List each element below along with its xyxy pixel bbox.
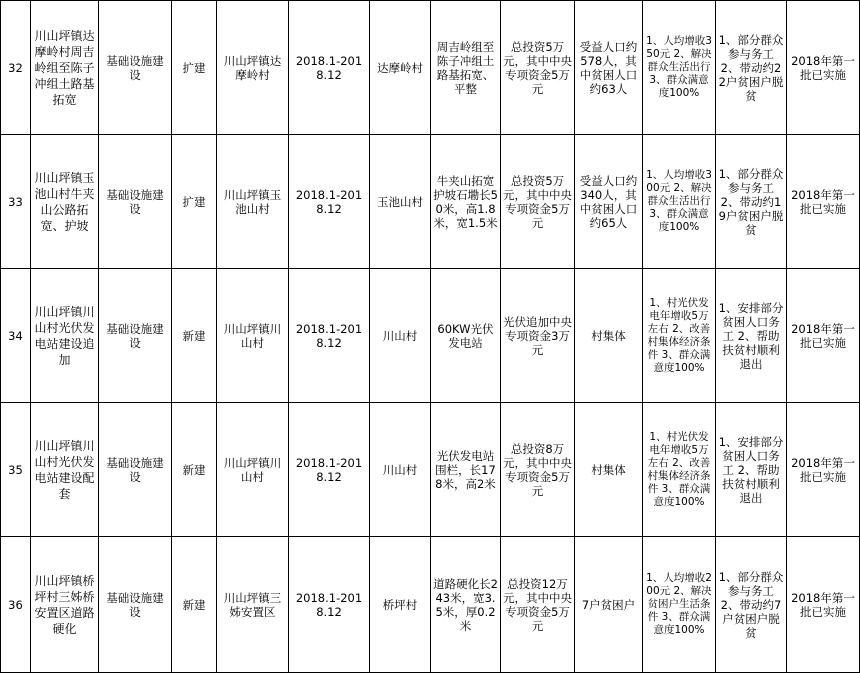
cell-no: 36 [1, 537, 31, 673]
cell-period: 2018.1-2018.12 [289, 1, 370, 135]
cell-location: 川山坪镇玉池山村 [217, 135, 289, 269]
cell-funds: 总投资12万元，其中中央专项资金5万元 [501, 537, 575, 673]
cell-project-type: 基础设施建设 [99, 403, 172, 537]
cell-goals: 1、人均增收300元 2、解决群众生活出行 3、群众满意度100% [643, 135, 716, 269]
table-row [1, 135, 860, 269]
cell-funds: 总投资8万元，其中中央专项资金5万元 [501, 403, 575, 537]
cell-status: 2018年第一批已实施 [787, 1, 860, 135]
cell-funds: 总投资5万元，其中中央专项资金5万元 [501, 135, 575, 269]
cell-project-name: 川山坪镇玉池山村牛夹山公路拓宽、护坡 [31, 135, 99, 269]
table-row [1, 403, 860, 537]
cell-location: 川山坪镇川山村 [217, 403, 289, 537]
cell-status: 2018年第一批已实施 [787, 403, 860, 537]
table-row [1, 537, 860, 673]
cell-period: 2018.1-2018.12 [289, 269, 370, 403]
cell-content: 周吉岭组至陈子冲组土路基拓宽、平整 [431, 1, 501, 135]
cell-beneficiaries: 村集体 [575, 403, 643, 537]
cell-no: 33 [1, 135, 31, 269]
cell-mechanism: 1、安排部分贫困人口务工 2、帮助扶贫村顺利退出 [716, 269, 787, 403]
cell-project-type: 基础设施建设 [99, 1, 172, 135]
cell-construction-nature: 扩建 [172, 135, 217, 269]
cell-project-name: 川山坪镇川山村光伏发电站建设追加 [31, 269, 99, 403]
cell-unit: 川山村 [370, 269, 431, 403]
cell-no: 32 [1, 1, 31, 135]
cell-project-type: 基础设施建设 [99, 135, 172, 269]
cell-period: 2018.1-2018.12 [289, 135, 370, 269]
cell-project-type: 基础设施建设 [99, 537, 172, 673]
cell-location: 川山坪镇三姊安置区 [217, 537, 289, 673]
cell-project-name: 川山坪镇桥坪村三姊桥安置区道路硬化 [31, 537, 99, 673]
cell-goals: 1、村光伏发电年增收5万左右 2、改善村集体经济条件 3、群众满意度100% [643, 403, 716, 537]
cell-beneficiaries: 7户贫困户 [575, 537, 643, 673]
cell-unit: 达摩岭村 [370, 1, 431, 135]
cell-location: 川山坪镇川山村 [217, 269, 289, 403]
cell-status: 2018年第一批已实施 [787, 269, 860, 403]
cell-goals: 1、村光伏发电年增收5万左右 2、改善村集体经济条件 3、群众满意度100% [643, 269, 716, 403]
cell-beneficiaries: 村集体 [575, 269, 643, 403]
cell-period: 2018.1-2018.12 [289, 403, 370, 537]
cell-content: 光伏发电站围栏，长178米，高2米 [431, 403, 501, 537]
cell-mechanism: 1、部分群众参与务工 2、带动约19户贫困户脱贫 [716, 135, 787, 269]
cell-content: 牛夹山拓宽护坡石墈长50米，高1.8米，宽1.5米 [431, 135, 501, 269]
cell-no: 35 [1, 403, 31, 537]
cell-construction-nature: 新建 [172, 537, 217, 673]
cell-funds: 总投资5万元，其中中央专项资金5万元 [501, 1, 575, 135]
cell-content: 60KW光伏发电站 [431, 269, 501, 403]
cell-status: 2018年第一批已实施 [787, 135, 860, 269]
cell-project-name: 川山坪镇川山村光伏发电站建设配套 [31, 403, 99, 537]
cell-goals: 1、人均增收350元 2、解决群众生活出行 3、群众满意度100% [643, 1, 716, 135]
cell-no: 34 [1, 269, 31, 403]
cell-goals: 1、人均增收200元 2、解决贫困户生活条件 3、群众满意度100% [643, 537, 716, 673]
cell-mechanism: 1、部分群众参与务工 2、带动约7户贫困户脱贫 [716, 537, 787, 673]
cell-funds: 光伏追加中央专项资金3万元 [501, 269, 575, 403]
cell-period: 2018.1-2018.12 [289, 537, 370, 673]
cell-content: 道路硬化长243米，宽3.5米，厚0.2米 [431, 537, 501, 673]
cell-construction-nature: 新建 [172, 403, 217, 537]
table-row [1, 269, 860, 403]
cell-unit: 玉池山村 [370, 135, 431, 269]
cell-project-type: 基础设施建设 [99, 269, 172, 403]
cell-unit: 桥坪村 [370, 537, 431, 673]
cell-unit: 川山村 [370, 403, 431, 537]
cell-mechanism: 1、安排部分贫困人口务工 2、帮助扶贫村顺利退出 [716, 403, 787, 537]
cell-mechanism: 1、部分群众参与务工 2、带动约22户贫困户脱贫 [716, 1, 787, 135]
cell-beneficiaries: 受益人口约340人，其中贫困人口约65人 [575, 135, 643, 269]
table-row [1, 1, 860, 135]
cell-project-name: 川山坪镇达摩岭村周吉岭组至陈子冲组土路基拓宽 [31, 1, 99, 135]
cell-beneficiaries: 受益人口约578人，其中贫困人口约63人 [575, 1, 643, 135]
cell-construction-nature: 扩建 [172, 1, 217, 135]
cell-status: 2018年第一批已实施 [787, 537, 860, 673]
cell-construction-nature: 新建 [172, 269, 217, 403]
cell-location: 川山坪镇达摩岭村 [217, 1, 289, 135]
